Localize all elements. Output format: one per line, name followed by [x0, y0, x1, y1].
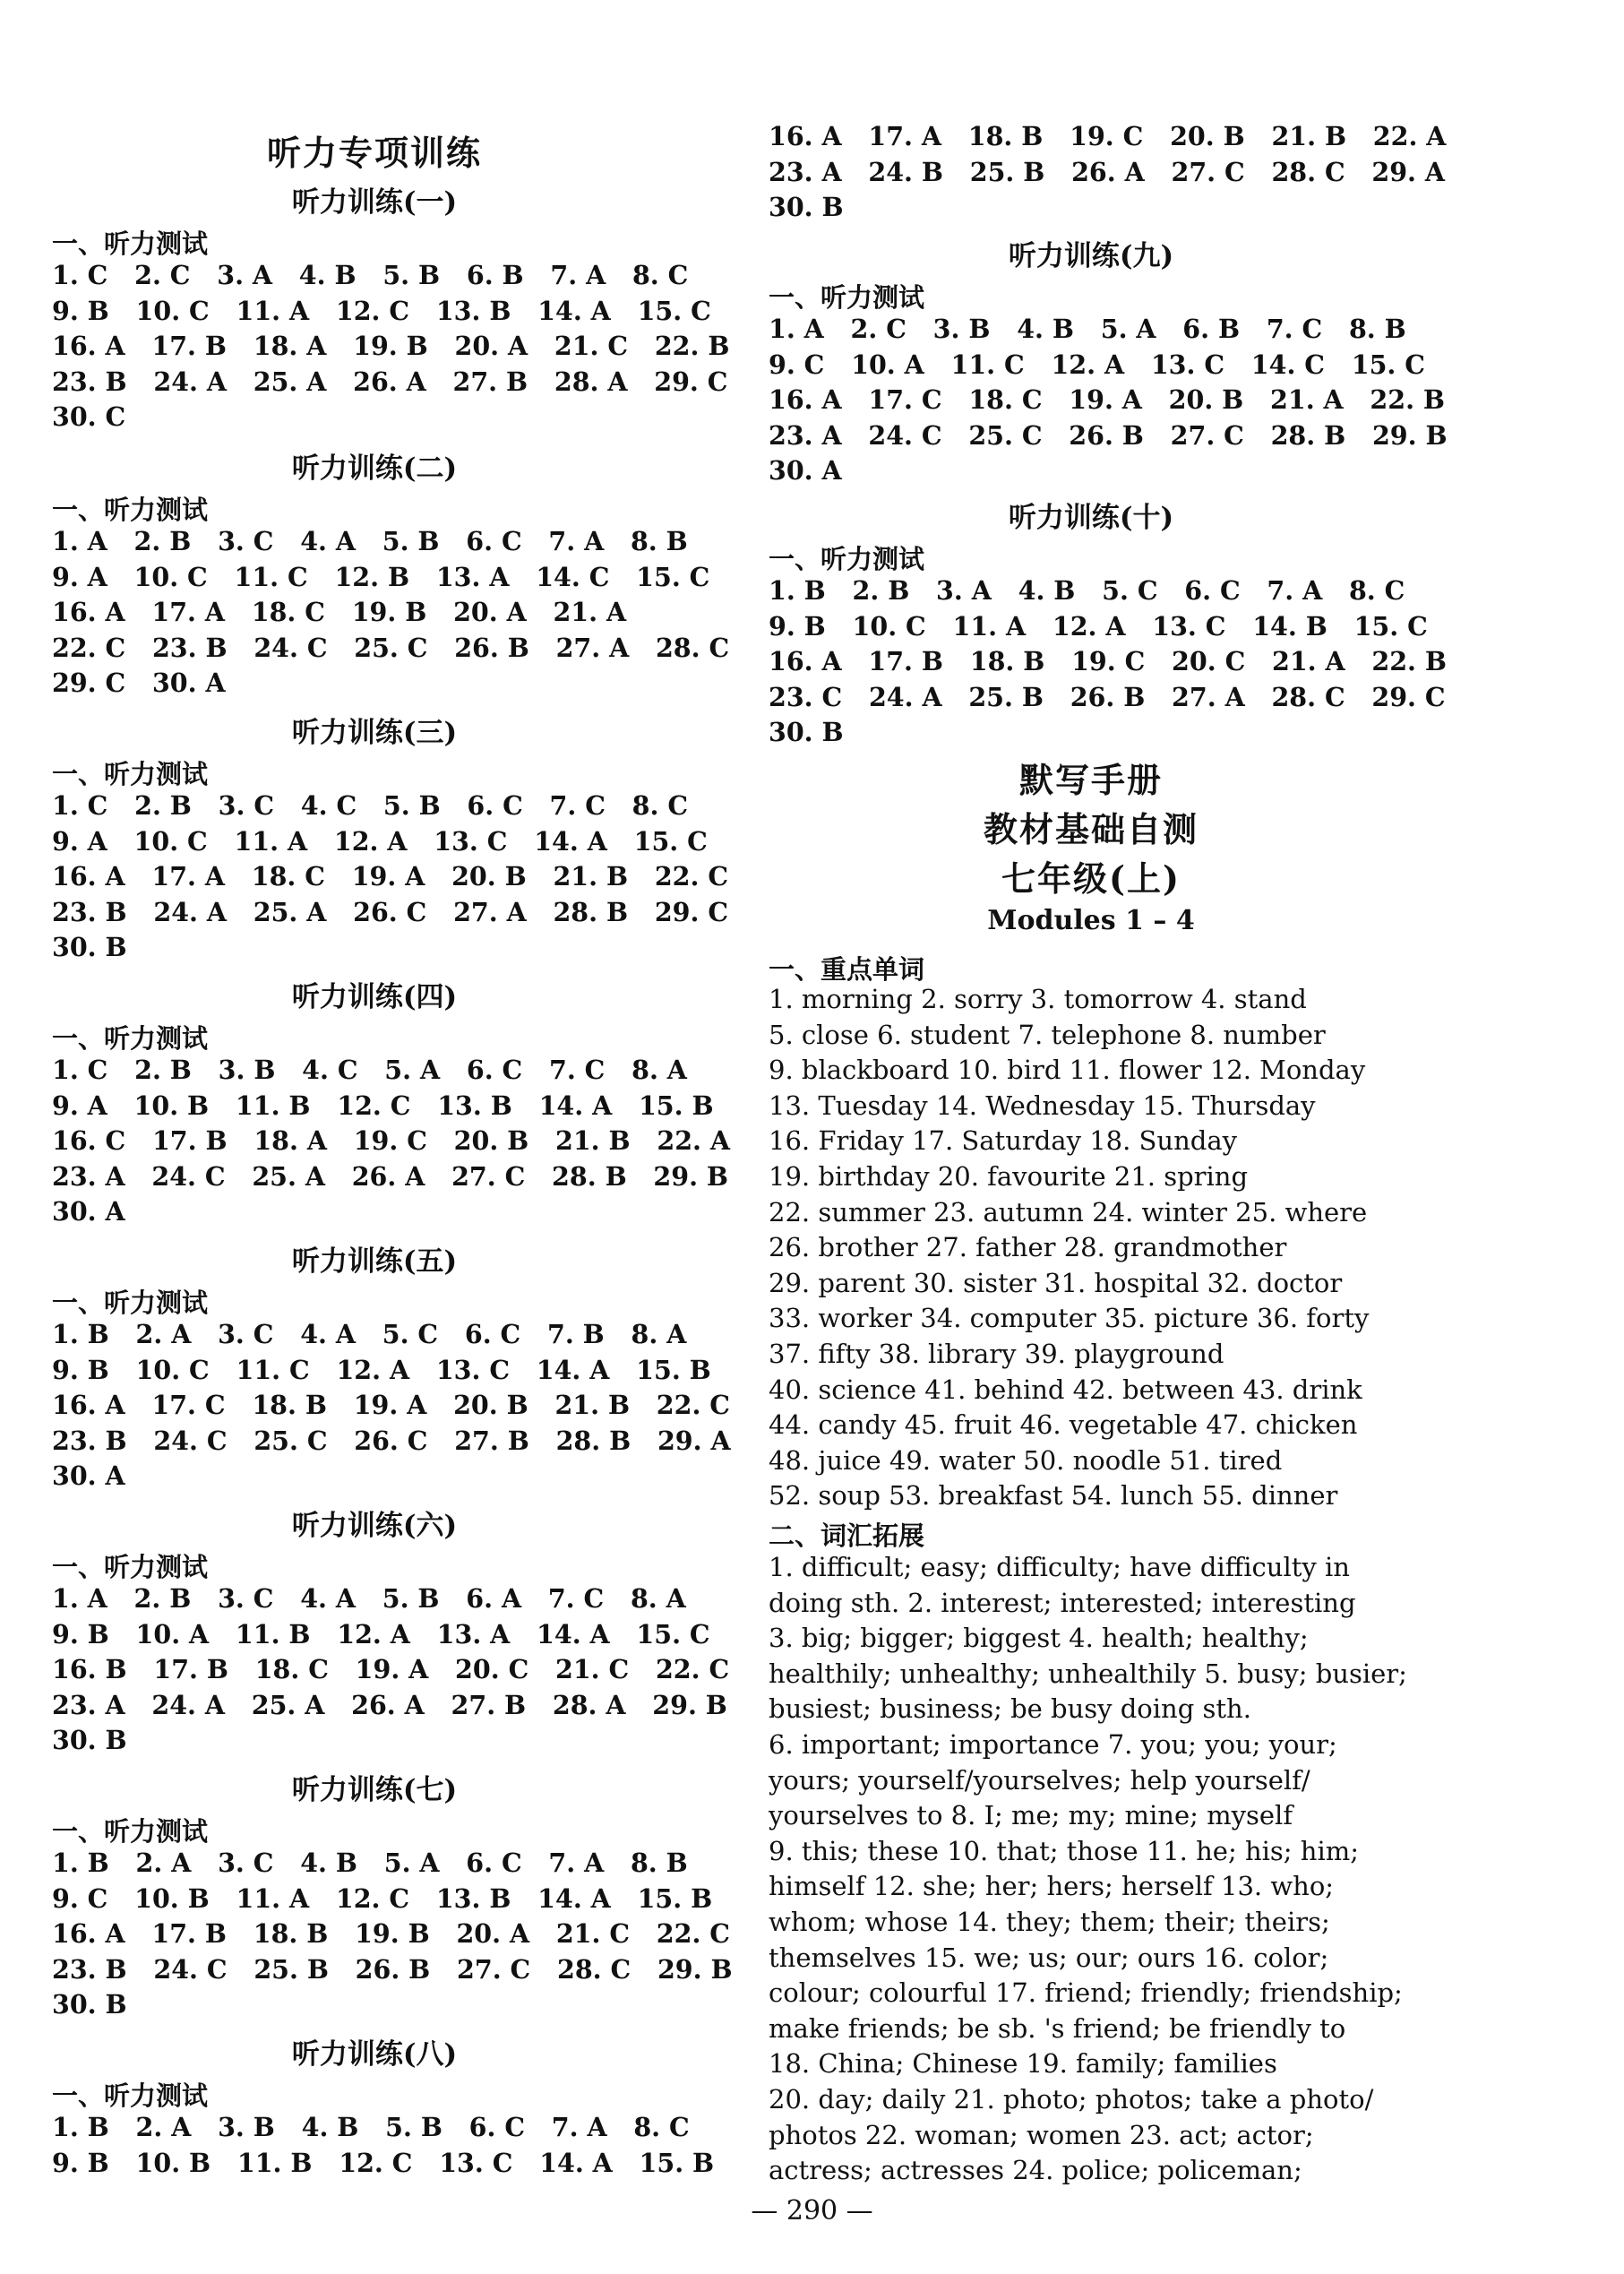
section-subtitle: 一、听力测试	[52, 1816, 209, 1847]
vocab-heading: 一、重点单词	[769, 954, 925, 985]
answer-row: 1. A 2. C 3. B 4. B 5. A 6. B 7. C 8. B	[769, 314, 1406, 344]
handbook-subtitle: 教材基础自测	[983, 809, 1199, 849]
section-subtitle: 一、听力测试	[52, 759, 209, 789]
section-title: 听力训练(八)	[291, 2038, 458, 2071]
expand-line: photos 22. woman; women 23. act; actor;	[769, 2119, 1314, 2150]
expand-line: actress; actresses 24. police; policeman;	[769, 2155, 1302, 2186]
answer-row: 16. A 17. A 18. C 19. A 20. B 21. B 22. C	[52, 861, 729, 892]
main-title: 听力专项训练	[266, 133, 482, 173]
expand-line: 1. difficult; easy; difficulty; have difficulty in	[769, 1552, 1350, 1582]
section-subtitle: 一、听力测试	[52, 1288, 209, 1318]
section-subtitle: 一、听力测试	[52, 1552, 209, 1582]
expand-heading: 二、词汇拓展	[769, 1520, 925, 1551]
vocab-line: 26. brother 27. father 28. grandmother	[769, 1232, 1287, 1263]
answer-row: 30. A	[769, 455, 842, 487]
answer-row: 16. A 17. A 18. B 19. C 20. B 21. B 22. A	[769, 121, 1447, 151]
answer-row: 1. C 2. C 3. A 4. B 5. B 6. B 7. A 8. C	[52, 260, 689, 290]
expand-line: healthily; unhealthy; unhealthily 5. busy; busier;	[769, 1658, 1407, 1689]
answer-row: 30. A	[52, 1460, 125, 1492]
answer-row: 30. B	[769, 192, 844, 223]
vocab-line: 40. science 41. behind 42. between 43. drink	[769, 1374, 1362, 1405]
vocab-line: 52. soup 53. breakfast 54. lunch 55. dinner	[769, 1480, 1338, 1512]
answer-row: 9. B 10. C 11. C 12. A 13. C 14. A 15. B	[52, 1354, 711, 1385]
answer-row: 16. C 17. B 18. A 19. C 20. B 21. B 22. A	[52, 1125, 730, 1157]
page-number: — 290 —	[751, 2195, 873, 2227]
answer-row: 9. A 10. C 11. A 12. A 13. C 14. A 15. C	[52, 825, 708, 857]
section-title: 听力训练(七)	[291, 1774, 458, 1806]
answer-row: 16. A 17. B 18. B 19. B 20. A 21. C 22. C	[52, 1918, 730, 1950]
grade-label: 七年级(上)	[1001, 858, 1181, 899]
vocab-line: 37. fifty 38. library 39. playground	[769, 1339, 1224, 1369]
vocab-line: 5. close 6. student 7. telephone 8. number	[769, 1019, 1326, 1050]
expand-line: 6. important; importance 7. you; you; your;	[769, 1729, 1337, 1760]
answer-row: 23. B 24. A 25. A 26. C 27. A 28. B 29. C	[52, 896, 729, 927]
answer-row: 9. B 10. C 11. A 12. A 13. C 14. B 15. C	[769, 610, 1428, 642]
vocab-line: 22. summer 23. autumn 24. winter 25. where	[769, 1196, 1368, 1227]
answer-row: 30. A	[52, 1196, 125, 1227]
answer-row: 30. B	[52, 1725, 127, 1756]
answer-row: 16. A 17. A 18. C 19. B 20. A 21. A	[52, 597, 627, 628]
expand-line: himself 12. she; her; hers; herself 13. who;	[769, 1871, 1335, 1902]
answer-row: 1. A 2. B 3. C 4. A 5. B 6. C 7. A 8. B	[52, 526, 688, 556]
expand-line: colour; colourful 17. friend; friendly; friendship;	[769, 1977, 1403, 2009]
answer-row: 30. C	[52, 401, 126, 433]
answer-row: 16. B 17. B 18. C 19. A 20. C 21. C 22. C	[52, 1654, 730, 1685]
answer-row: 9. C 10. B 11. A 12. C 13. B 14. A 15. B	[52, 1882, 713, 1914]
answer-row: 23. B 24. A 25. A 26. A 27. B 28. A 29. C	[52, 366, 728, 397]
expand-line: busiest; business; be busy doing sth.	[769, 1693, 1251, 1725]
expand-line: 20. day; daily 21. photo; photos; take a photo/	[769, 2084, 1374, 2115]
expand-line: whom; whose 14. they; them; their; theirs;	[769, 1907, 1330, 1937]
answer-row: 16. A 17. B 18. B 19. C 20. C 21. A 22. B	[769, 646, 1447, 677]
answer-row: 9. C 10. A 11. C 12. A 13. C 14. C 15. C	[769, 349, 1425, 380]
section-title: 听力训练(三)	[291, 717, 458, 749]
section-title: 听力训练(一)	[291, 186, 458, 219]
expand-line: themselves 15. we; us; our; ours 16. color;	[769, 1942, 1329, 1973]
answer-row: 22. C 23. B 24. C 25. C 26. B 27. A 28. C	[52, 632, 730, 663]
section-subtitle: 一、听力测试	[52, 1023, 209, 1054]
answer-row: 9. A 10. B 11. B 12. C 13. B 14. A 15. B	[52, 1090, 714, 1121]
vocab-line: 44. candy 45. fruit 46. vegetable 47. chicken	[769, 1409, 1358, 1441]
vocab-line: 13. Tuesday 14. Wednesday 15. Thursday	[769, 1090, 1316, 1121]
section-title: 听力训练(十)	[1008, 502, 1174, 534]
vocab-line: 29. parent 30. sister 31. hospital 32. doctor	[769, 1267, 1343, 1298]
expand-line: 18. China; Chinese 19. family; families	[769, 2048, 1277, 2080]
section-subtitle: 一、听力测试	[52, 228, 209, 259]
expand-line: 3. big; bigger; biggest 4. health; healthy;	[769, 1623, 1309, 1654]
expand-line: doing sth. 2. interest; interested; interesting	[769, 1587, 1356, 1618]
expand-line: make friends; be sb. 's friend; be friendly to	[769, 2012, 1346, 2044]
section-subtitle: 一、听力测试	[52, 2080, 209, 2111]
section-subtitle: 一、听力测试	[52, 495, 209, 525]
answer-row: 9. B 10. B 11. B 12. C 13. C 14. A 15. B	[52, 2147, 715, 2178]
answer-row: 1. C 2. B 3. B 4. C 5. A 6. C 7. C 8. A	[52, 1055, 687, 1085]
section-subtitle: 一、听力测试	[769, 282, 925, 313]
section-title: 听力训练(四)	[291, 981, 458, 1013]
answer-row: 23. A 24. C 25. A 26. A 27. C 28. B 29. B	[52, 1160, 729, 1192]
answer-row: 23. B 24. C 25. B 26. B 27. C 28. C 29. B	[52, 1953, 733, 1985]
answer-row: 30. B	[52, 932, 127, 963]
answer-row: 29. C 30. A	[52, 668, 226, 699]
section-title: 听力训练(五)	[291, 1245, 458, 1278]
answer-row: 16. A 17. C 18. B 19. A 20. B 21. B 22. C	[52, 1390, 730, 1421]
answer-row: 9. B 10. A 11. B 12. A 13. A 14. A 15. C	[52, 1618, 710, 1650]
answer-row: 23. A 24. A 25. A 26. A 27. B 28. A 29. B	[52, 1689, 727, 1720]
answer-row: 23. B 24. C 25. C 26. C 27. B 28. B 29. A	[52, 1425, 731, 1456]
expand-line: yours; yourself/yourselves; help yourself/	[769, 1764, 1310, 1796]
vocab-line: 16. Friday 17. Saturday 18. Sunday	[769, 1125, 1237, 1157]
answer-row: 9. A 10. C 11. C 12. B 13. A 14. C 15. C	[52, 561, 710, 592]
vocab-line: 1. morning 2. sorry 3. tomorrow 4. stand	[769, 984, 1307, 1014]
vocab-line: 33. worker 34. computer 35. picture 36. forty	[769, 1303, 1370, 1334]
expand-line: 9. this; these 10. that; those 11. he; his; him;	[769, 1835, 1359, 1866]
answer-row: 23. A 24. B 25. B 26. A 27. C 28. C 29. A	[769, 156, 1446, 187]
answer-row: 23. A 24. C 25. C 26. B 27. C 28. B 29. B	[769, 419, 1448, 451]
answer-row: 30. B	[52, 1989, 127, 2020]
answer-row: 23. C 24. A 25. B 26. B 27. A 28. C 29. C	[769, 681, 1446, 712]
answer-row: 1. C 2. B 3. C 4. C 5. B 6. C 7. C 8. C	[52, 790, 689, 821]
section-title: 听力训练(六)	[291, 1510, 458, 1542]
section-subtitle: 一、听力测试	[769, 544, 925, 574]
answer-row: 9. B 10. C 11. A 12. C 13. B 14. A 15. C	[52, 295, 711, 326]
section-title: 听力训练(二)	[291, 452, 458, 485]
vocab-line: 9. blackboard 10. bird 11. flower 12. Monday	[769, 1055, 1366, 1086]
answer-row: 1. B 2. A 3. C 4. A 5. C 6. C 7. B 8. A	[52, 1319, 687, 1349]
vocab-line: 19. birthday 20. favourite 21. spring	[769, 1161, 1249, 1192]
answer-row: 1. B 2. B 3. A 4. B 5. C 6. C 7. A 8. C	[769, 575, 1405, 606]
modules-label: Modules 1 – 4	[987, 905, 1195, 936]
answer-row: 30. B	[769, 717, 844, 748]
section-title: 听力训练(九)	[1008, 240, 1174, 272]
answer-row: 1. A 2. B 3. C 4. A 5. B 6. A 7. C 8. A	[52, 1583, 686, 1614]
answer-row: 1. B 2. A 3. B 4. B 5. B 6. C 7. A 8. C	[52, 2112, 690, 2142]
vocab-line: 48. juice 49. water 50. noodle 51. tired	[769, 1444, 1283, 1476]
answer-row: 1. B 2. A 3. C 4. B 5. A 6. C 7. A 8. B	[52, 1848, 688, 1878]
handbook-title: 默写手册	[1018, 760, 1163, 800]
answer-row: 16. A 17. C 18. C 19. A 20. B 21. A 22. B	[769, 384, 1446, 416]
answer-row: 16. A 17. B 18. A 19. B 20. A 21. C 22. B	[52, 331, 730, 362]
expand-line: yourselves to 8. I; me; my; mine; myself	[769, 1800, 1293, 1831]
